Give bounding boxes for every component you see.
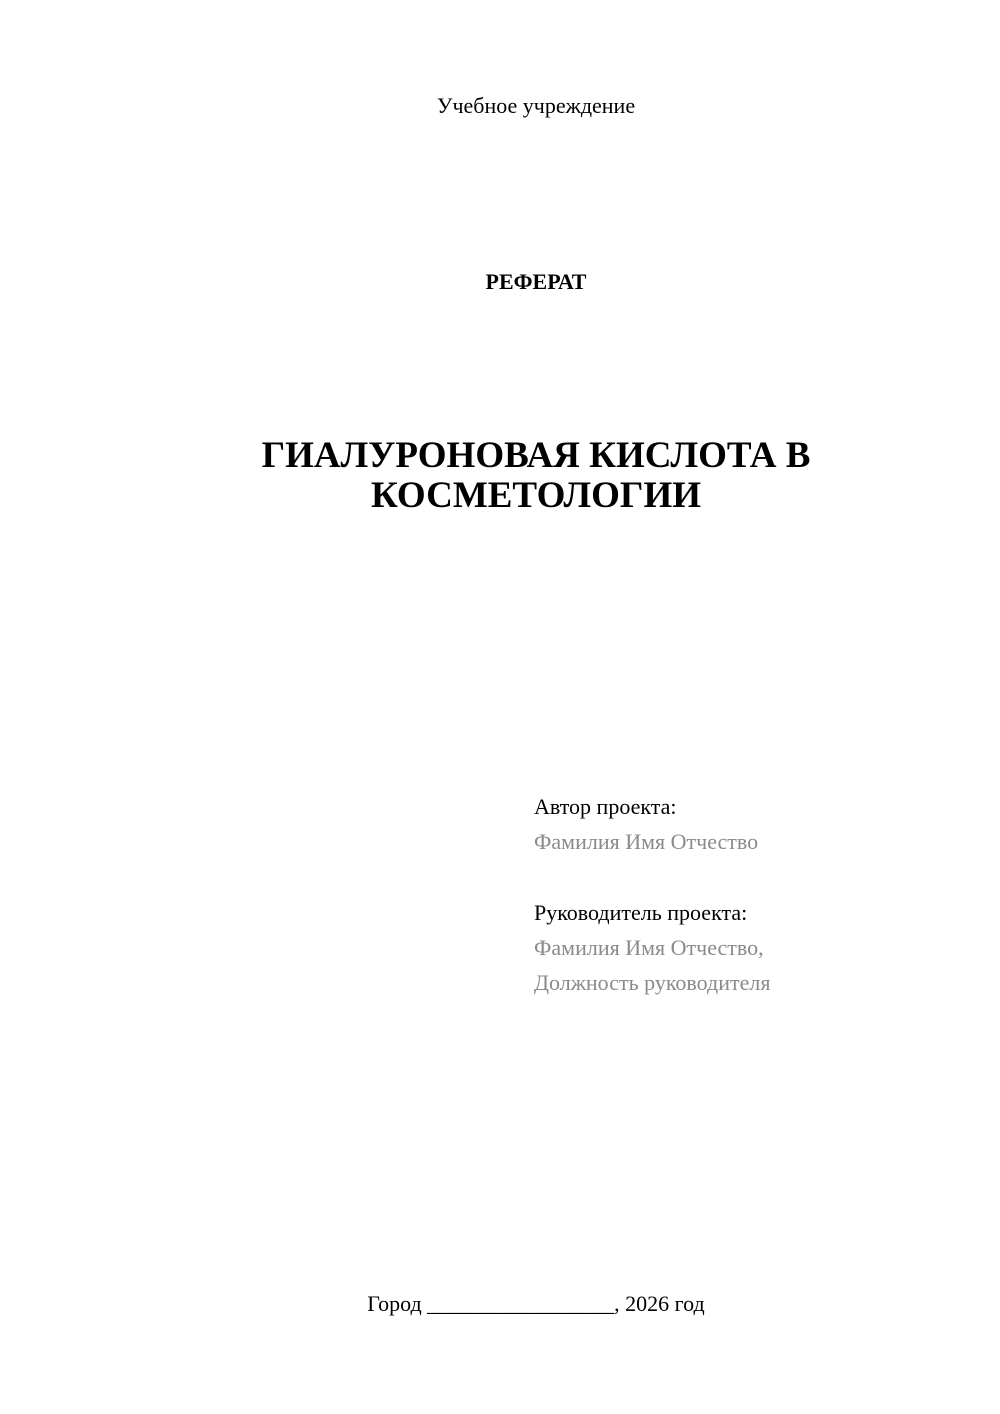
document-type: РЕФЕРАТ	[485, 269, 587, 294]
supervisor-position: Должность руководителя	[534, 970, 771, 995]
supervisor-name: Фамилия Имя Отчество,	[534, 935, 764, 960]
supervisor-section	[534, 895, 974, 1000]
document-title-line-1: ГИАЛУРОНОВАЯ КИСЛОТА В	[261, 435, 811, 476]
author-label: Автор проекта:	[534, 794, 677, 819]
author-name: Фамилия Имя Отчество	[534, 829, 759, 854]
city-year-line: Город _________________, 2026 год	[367, 1291, 705, 1316]
supervisor-label: Руководитель проекта:	[534, 900, 748, 925]
document-title-line-2: КОСМЕТОЛОГИИ	[370, 475, 702, 516]
project-info	[534, 789, 974, 1000]
author-section	[534, 789, 974, 859]
document-title	[0, 436, 1000, 516]
institution-name: Учебное учреждение	[436, 93, 636, 118]
